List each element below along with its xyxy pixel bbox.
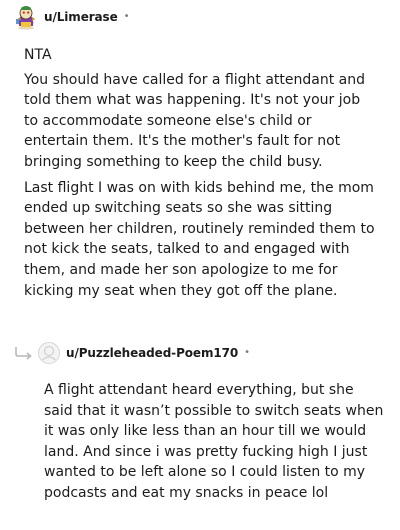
comment-paragraph: NTA: [24, 47, 52, 63]
header-separator: •: [123, 11, 130, 22]
default-avatar-icon[interactable]: [38, 342, 60, 364]
comment-paragraph: You should have called for a flight attendant and told them what was happening. It's not your job to accommodate someone else's child or entertain them. It's the mother's fault for not bringing something to keep the child busy.: [24, 71, 366, 170]
comment-body: [24, 45, 376, 301]
reply-username[interactable]: u/Puzzleheaded-Poem170: [66, 346, 239, 360]
reply-text: A flight attendant heard everything, but she said that it wasn’t possible to switch seats when it was only like less than an hour till we would land. And since i was pretty fucking high I just wanted to be left alone so I could listen to my podcasts and eat my snacks in peace lol: [44, 382, 384, 501]
comment-header: [14, 4, 130, 30]
comment-paragraph: Last flight I was on with kids behind me, the mom ended up switching seats so she was sitting between her children, routinely reminded them to not kick the seats, talked to and engaged with them, and made her son apologize to me for kicking my seat when they got off the plane.: [24, 179, 375, 299]
comment-username[interactable]: u/Limerase: [44, 10, 118, 24]
snoo-avatar-icon[interactable]: [14, 4, 38, 30]
reply-header: [14, 340, 250, 366]
header-separator: •: [244, 347, 250, 358]
reply-body: [44, 380, 384, 504]
reply-arrow-icon: [14, 346, 34, 360]
